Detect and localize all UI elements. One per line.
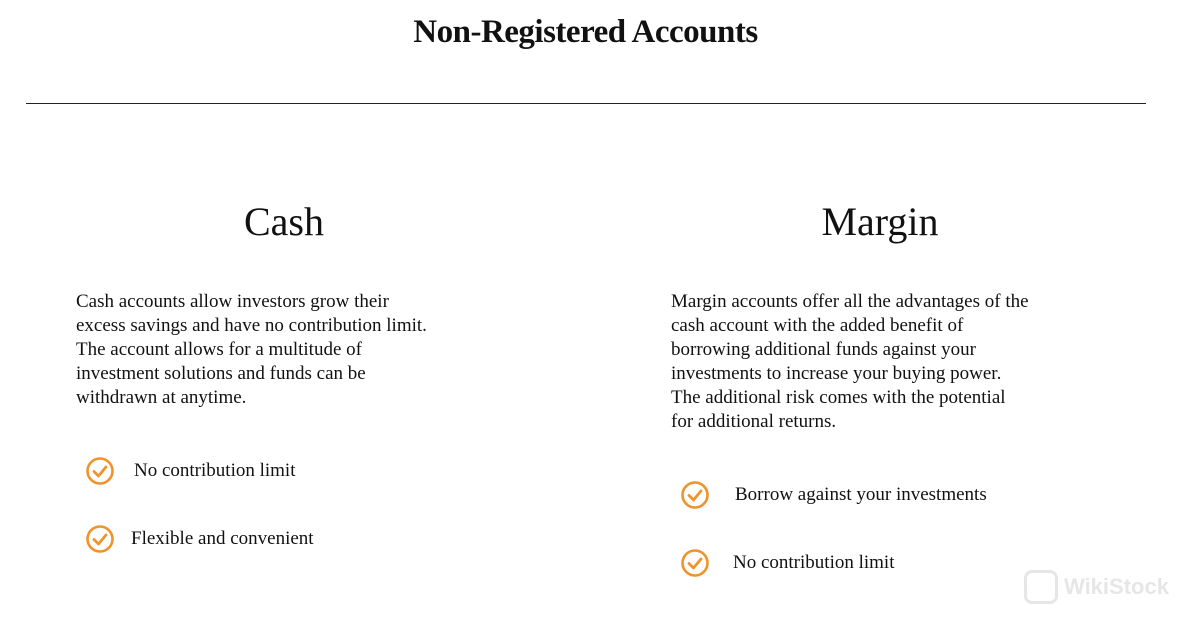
margin-heading: Margin xyxy=(821,199,939,244)
cash-description-line: withdrawn at anytime. xyxy=(76,387,247,408)
check-circle-icon xyxy=(85,456,115,486)
cash-description-line: investment solutions and funds can be xyxy=(76,363,366,384)
wikistock-logo-icon xyxy=(1024,570,1058,604)
page-title: Non-Registered Accounts xyxy=(413,14,758,50)
margin-description-line: The additional risk comes with the potential xyxy=(671,387,1006,408)
margin-feature-borrow xyxy=(680,480,987,510)
check-circle-icon xyxy=(85,524,115,554)
cash-description xyxy=(76,290,486,410)
feature-label: Borrow against your investments xyxy=(735,484,987,505)
watermark xyxy=(1024,570,1169,604)
margin-description-line: Margin accounts offer all the advantages of the xyxy=(671,291,1029,312)
watermark-text: WikiStock xyxy=(1064,574,1169,599)
margin-description-line: borrowing additional funds against your xyxy=(671,339,977,360)
margin-description-line: cash account with the added benefit of xyxy=(671,315,964,336)
margin-description-line: investments to increase your buying power. xyxy=(671,363,1002,384)
cash-description-line: Cash accounts allow investors grow their xyxy=(76,291,389,312)
title-divider xyxy=(26,103,1146,104)
feature-label: No contribution limit xyxy=(134,460,296,481)
feature-label: No contribution limit xyxy=(733,552,895,573)
check-circle-icon xyxy=(680,480,710,510)
margin-feature-no-contribution-limit xyxy=(680,548,895,578)
cash-description-line: The account allows for a multitude of xyxy=(76,339,362,360)
cash-heading: Cash xyxy=(244,199,324,244)
feature-label: Flexible and convenient xyxy=(131,528,314,549)
margin-description-line: for additional returns. xyxy=(671,411,837,432)
margin-description xyxy=(671,290,1091,434)
cash-feature-no-contribution-limit xyxy=(85,456,296,486)
cash-description-line: excess savings and have no contribution limit. xyxy=(76,315,427,336)
cash-feature-flexible xyxy=(85,524,314,554)
check-circle-icon xyxy=(680,548,710,578)
